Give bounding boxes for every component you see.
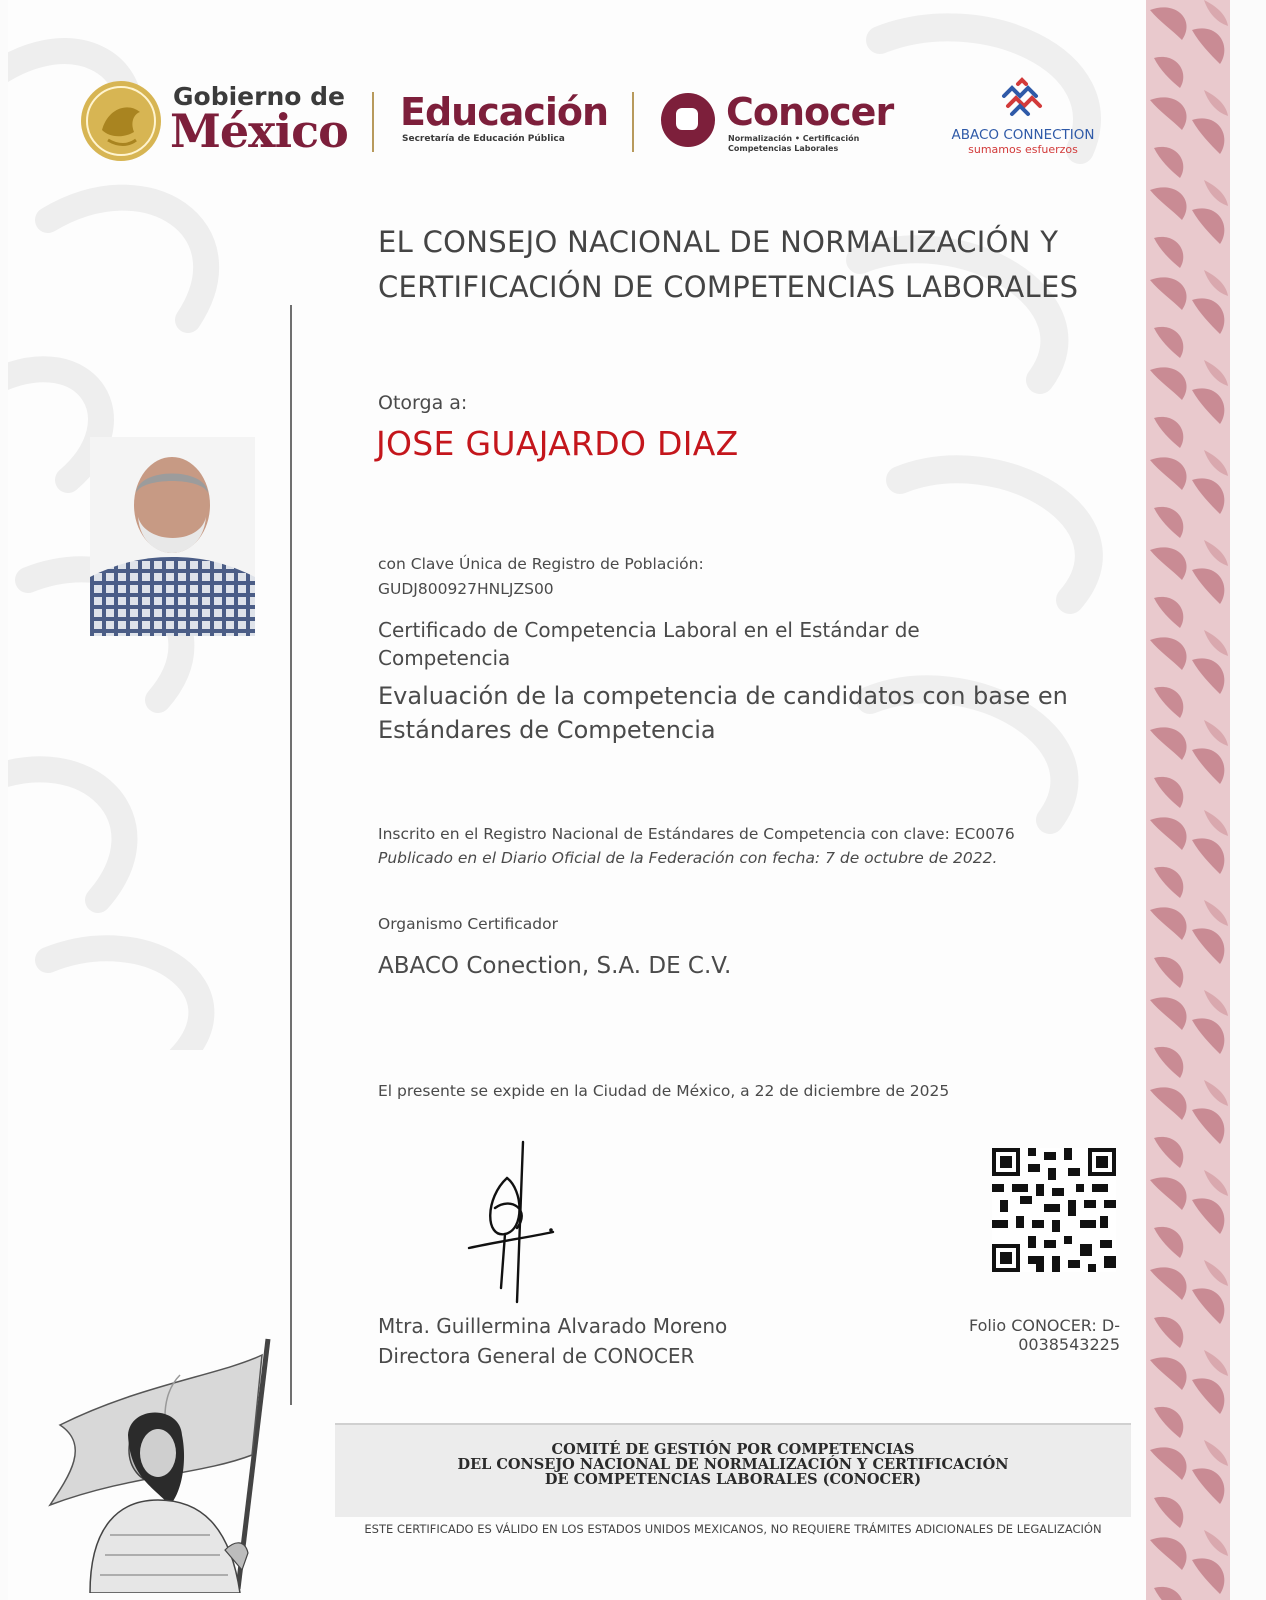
committee-line3: DE COMPETENCIAS LABORALES (CONOCER) <box>544 1471 922 1488</box>
issuer-title-line1: EL CONSEJO NACIONAL DE NORMALIZACIÓN Y <box>378 225 1059 259</box>
vertical-divider <box>290 305 292 1405</box>
recipient-photo <box>90 437 255 636</box>
mexico-label: México <box>170 104 348 158</box>
signer-name: Mtra. Guillermina Alvarado Moreno <box>378 1314 728 1338</box>
certificate-type-line2: Competencia <box>378 646 511 670</box>
curp-label: con Clave Única de Registro de Población: <box>378 555 704 573</box>
organismo-value: ABACO Conection, S.A. DE C.V. <box>378 953 732 979</box>
educacion-title: Educación <box>400 90 609 134</box>
committee-text <box>335 1442 1131 1487</box>
committee-line1: COMITÉ DE GESTIÓN POR COMPETENCIAS <box>551 1441 915 1458</box>
registry-line: Inscrito en el Registro Nacional de Estándares de Competencia con clave: EC0076 <box>378 825 1015 843</box>
conocer-logo-icon <box>660 92 716 148</box>
issuer-title <box>378 220 1078 310</box>
folio-number: Folio CONOCER: D-0038543225 <box>969 1316 1120 1354</box>
published-line: Publicado en el Diario Oficial de la Federación con fecha: 7 de octubre de 2022. <box>378 849 998 867</box>
conocer-subtitle-line2: Competencias Laborales <box>728 144 839 153</box>
issued-line: El presente se expide en la Ciudad de México, a 22 de diciembre de 2025 <box>378 1082 950 1100</box>
logo-separator <box>632 92 634 152</box>
floral-pattern-icon <box>1146 0 1230 1600</box>
standard-name <box>378 679 1068 747</box>
logo-separator <box>372 92 374 152</box>
abaco-logo-icon <box>998 76 1046 120</box>
abaco-name: ABACO CONNECTION <box>951 127 1095 143</box>
certificate-type-line1: Certificado de Competencia Laboral en el Estándar de <box>378 618 920 642</box>
validity-notice: ESTE CERTIFICADO ES VÁLIDO EN LOS ESTADOS UNIDOS MEXICANOS, NO REQUIERE TRÁMITES ADICIONALES DE LEGALIZACIÓN <box>364 1522 1102 1536</box>
woman-with-flag-illustration <box>30 1335 280 1593</box>
curp-value: GUDJ800927HNLJZS00 <box>378 580 554 598</box>
signature-icon <box>465 1138 565 1308</box>
conocer-subtitle <box>728 134 859 154</box>
educacion-subtitle: Secretaría de Educación Pública <box>402 134 565 144</box>
conocer-subtitle-line1: Normalización • Certificación <box>728 134 860 143</box>
mexico-seal-icon <box>78 78 164 164</box>
otorga-label: Otorga a: <box>378 392 468 414</box>
signer-block <box>378 1311 727 1371</box>
person-portrait-icon <box>90 437 255 636</box>
abaco-tagline: sumamos esfuerzos <box>968 143 1078 156</box>
standard-name-line1: Evaluación de la competencia de candidatos con base en <box>378 682 1068 710</box>
organismo-label: Organismo Certificador <box>378 915 558 933</box>
recipient-name: JOSE GUAJARDO DIAZ <box>376 424 739 463</box>
signer-title: Directora General de CONOCER <box>378 1344 695 1368</box>
certificate-type <box>378 616 920 672</box>
gobierno-label: Gobierno de <box>173 82 345 111</box>
issuer-title-line2: CERTIFICACIÓN DE COMPETENCIAS LABORALES <box>378 270 1079 304</box>
decorative-border-right <box>1146 0 1230 1600</box>
standard-name-line2: Estándares de Competencia <box>378 716 716 744</box>
qr-code-icon <box>992 1148 1116 1272</box>
conocer-title: Conocer <box>726 90 894 134</box>
committee-line2: DEL CONSEJO NACIONAL DE NORMALIZACIÓN Y CERTIFICACIÓN <box>457 1456 1009 1473</box>
